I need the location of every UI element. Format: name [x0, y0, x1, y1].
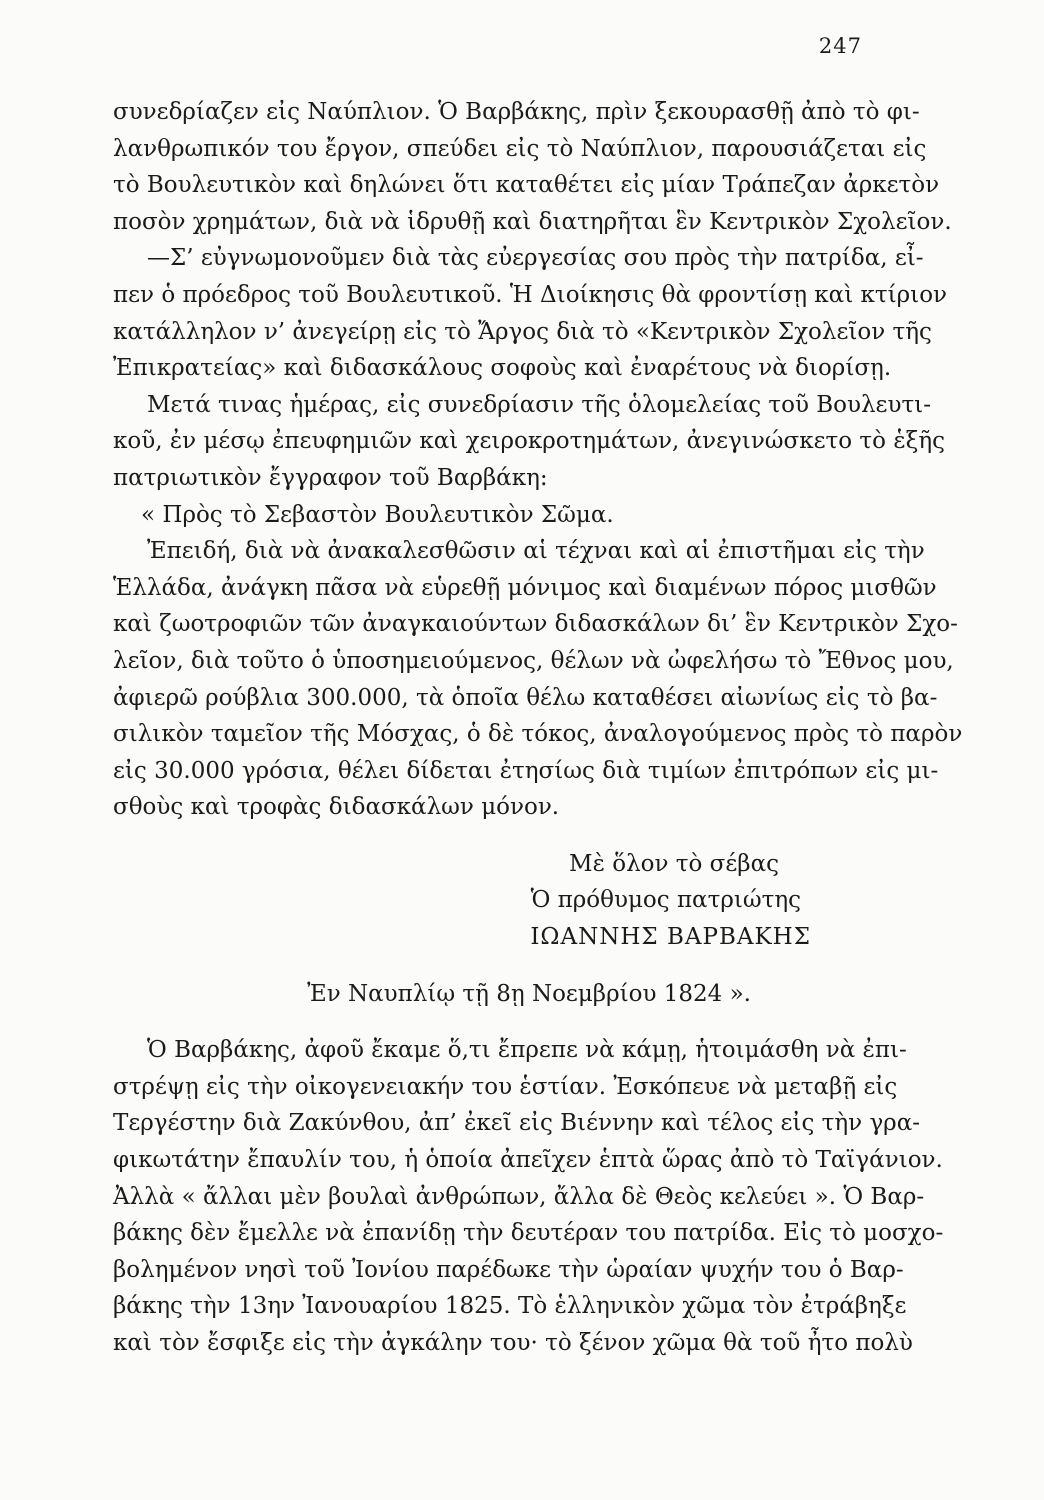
letter-date: Ἐν Ναυπλίῳ τῇ 8ῃ Νοεμβρίου 1824 ». — [307, 980, 751, 1007]
text-line: στρέψῃ εἰς τὴν οἰκογενειακήν του ἑστίαν. Ἐσκόπευε νὰ μεταβῇ εἰς — [113, 1073, 898, 1100]
text-line: εἰς 30.000 γρόσια, θέλει δίδεται ἐτησίως διὰ τιμίων ἐπιτρόπων εἰς μι- — [113, 757, 939, 784]
letter-salutation: « Πρὸς τὸ Σεβαστὸν Βουλευτικὸν Σῶμα. — [141, 501, 614, 528]
text-line: —Σ’ εὐγνωμονοῦμεν διὰ τὰς εὐεργεσίας σου πρὸς τὴν πατρίδα, εἶ- — [147, 245, 924, 272]
text-line: Ἐπειδή, διὰ νὰ ἀνακαλεσθῶσιν αἱ τέχναι καὶ αἱ ἐπιστῆμαι εἰς τὴν — [147, 538, 925, 565]
text-line: πατριωτικὸν ἔγγραφον τοῦ Βαρβάκη: — [113, 464, 548, 491]
text-line: Ὁ Βαρβάκης, ἀφοῦ ἔκαμε ὅ,τι ἔπρεπε νὰ κάμῃ, ἡτοιμάσθη νὰ ἐπι- — [147, 1037, 907, 1064]
text-line: φικωτάτην ἔπαυλίν του, ἡ ὁποία ἀπεῖχεν ἑπτὰ ὥρας ἀπὸ τὸ Ταϊγάνιον. — [113, 1147, 943, 1174]
text-line: κοῦ, ἐν μέσῳ ἐπευφημιῶν καὶ χειροκροτημάτων, ἀνεγινώσκετο τὸ ἑξῆς — [113, 428, 945, 455]
letter-closing: Μὲ ὅλον τὸ σέβας — [569, 850, 779, 877]
text-line: συνεδρίαζεν εἰς Ναύπλιον. Ὁ Βαρβάκης, πρὶν ξεκουρασθῇ ἀπὸ τὸ φι- — [113, 99, 920, 125]
text-line: βάκης δὲν ἔμελλε νὰ ἐπανίδῃ τὴν δευτέραν του πατρίδα. Εἰς τὸ μοσχο- — [113, 1220, 944, 1247]
text-line: Ἐπικρατείας» καὶ διδασκάλους σοφοὺς καὶ ἐναρέτους νὰ διορίσῃ. — [113, 355, 892, 382]
text-line: Ἀλλὰ « ἄλλαι μὲν βουλαὶ ἀνθρώπων, ἄλλα δὲ Θεὸς κελεύει ». Ὁ Βαρ- — [113, 1183, 925, 1210]
text-line: ποσὸν χρημάτων, διὰ νὰ ἱδρυθῇ καὶ διατηρῆται ἓν Κεντρικὸν Σχολεῖον. — [113, 208, 952, 235]
text-line: βάκης τὴν 13ην Ἰανουαρίου 1825. Τὸ ἑλληνικὸν χῶμα τὸν ἐτράβηξε — [113, 1293, 907, 1320]
signer-name: ΙΩΑΝΝΗΣ ΒΑΡΒΑΚΗΣ — [530, 924, 811, 951]
text-line: σθοὺς καὶ τροφὰς διδασκάλων μόνον. — [113, 794, 560, 821]
text-line: Μετά τινας ἡμέρας, εἰς συνεδρίασιν τῆς ὁλομελείας τοῦ Βουλευτι- — [147, 391, 931, 418]
signer-title: Ὁ πρόθυμος πατριώτης — [530, 887, 801, 914]
text-line: πεν ὁ πρόεδρος τοῦ Βουλευτικοῦ. Ἡ Διοίκησις θὰ φροντίσῃ καὶ κτίριον — [113, 281, 948, 308]
text-line: ἀφιερῶ ρούβλια 300.000, τὰ ὁποῖα θέλω καταθέσει αἰωνίως εἰς τὸ βα- — [113, 684, 938, 711]
text-line: τὸ Βουλευτικὸν καὶ δηλώνει ὅτι καταθέτει εἰς μίαν Τράπεζαν ἀρκετὸν — [113, 172, 940, 199]
text-line: λανθρωπικόν του ἔργον, σπεύδει εἰς τὸ Ναύπλιον, παρουσιάζεται εἰς — [113, 135, 927, 162]
page-number: 247 — [818, 34, 862, 58]
body-text — [113, 94, 963, 1362]
text-line: σιλικὸν ταμεῖον τῆς Μόσχας, ὁ δὲ τόκος, ἀναλογούμενος πρὸς τὸ παρὸν — [113, 721, 963, 748]
text-line: κατάλληλον ν’ ἀνεγείρῃ εἰς τὸ Ἄργος διὰ τὸ «Κεντρικὸν Σχολεῖον τῆς — [113, 318, 932, 345]
text-line: Ἑλλάδα, ἀνάγκη πᾶσα νὰ εὑρεθῇ μόνιμος καὶ διαμένων πόρος μισθῶν — [113, 574, 937, 601]
text-line: καὶ ζωοτροφιῶν τῶν ἀναγκαιούντων διδασκάλων δι’ ἓν Κεντρικὸν Σχο- — [113, 611, 958, 638]
text-line: βολημένον νησὶ τοῦ Ἰονίου παρέδωκε τὴν ὡραίαν ψυχήν του ὁ Βαρ- — [113, 1256, 904, 1283]
text-line: καὶ τὸν ἔσφιξε εἰς τὴν ἀγκάλην του· τὸ ξένον χῶμα θὰ τοῦ ἦτο πολὺ — [113, 1330, 913, 1356]
text-line: Τεργέστην διὰ Ζακύνθου, ἀπ’ ἐκεῖ εἰς Βιέννην καὶ τέλος εἰς τὴν γρα- — [113, 1110, 921, 1137]
text-line: λεῖον, διὰ τοῦτο ὁ ὑποσημειούμενος, θέλων νὰ ὠφελήσω τὸ Ἔθνος μου, — [113, 647, 954, 674]
